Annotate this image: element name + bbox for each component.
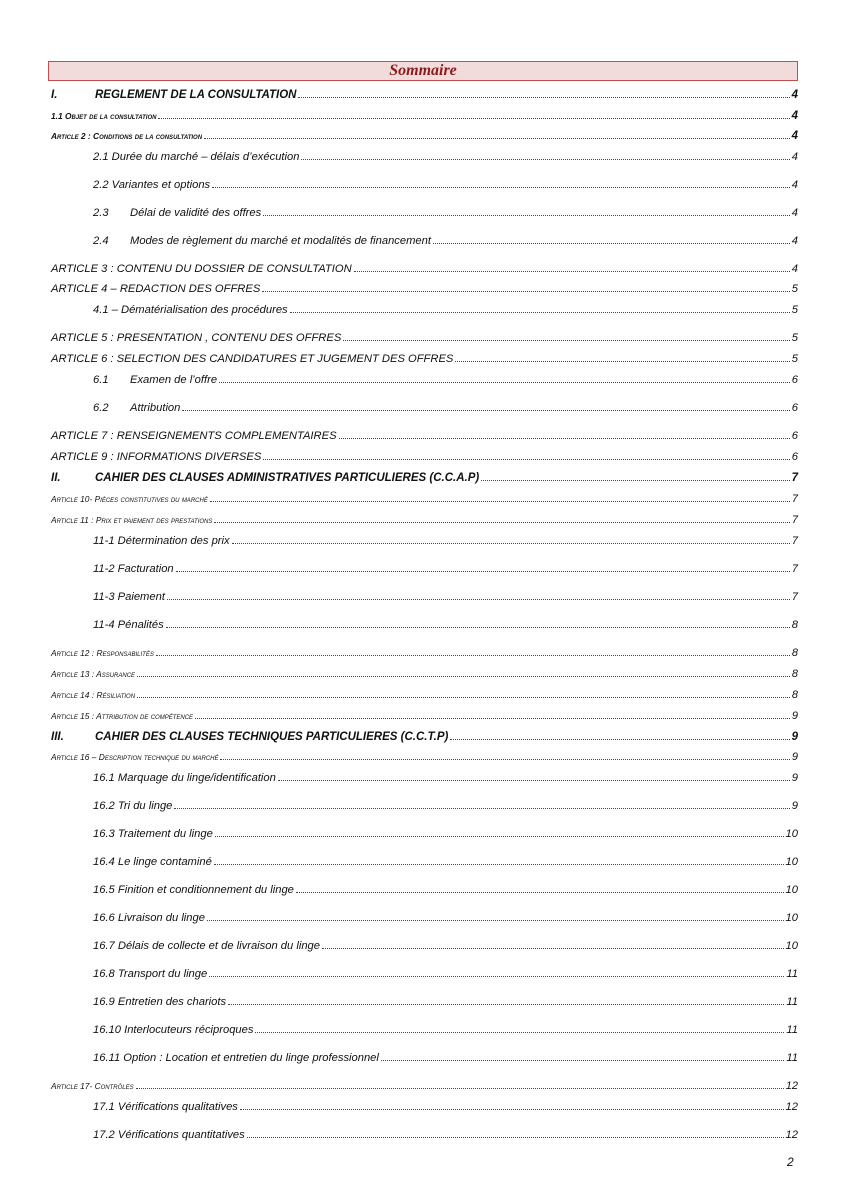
toc-dot-leader [215,836,784,837]
toc-entry-page: 6 [791,451,798,463]
toc-entry-label [93,995,226,1009]
toc-entry[interactable] [51,429,798,443]
toc-entry-text: CAHIER DES CLAUSES TECHNIQUES PARTICULIERES (C.C.T.P) [95,731,449,743]
toc-entry-label [93,911,205,925]
toc-entry-page: 11 [786,968,798,980]
toc-dot-leader [182,410,789,411]
toc-entry-page: 9 [791,772,798,784]
toc-entry-page: 8 [791,689,798,701]
toc-entry[interactable] [51,88,798,102]
toc-entry[interactable] [51,646,798,660]
toc-entry[interactable] [93,590,798,604]
toc-dot-leader [212,187,790,188]
toc-entry-page: 6 [791,374,798,386]
toc-entry-page: 11 [786,1052,798,1064]
toc-entry-text: 2.2 Variantes et options [93,179,211,191]
toc-entry-label [51,109,156,123]
toc-entry-label [51,450,261,464]
toc-entry-page: 4 [791,235,798,247]
toc-dot-leader [220,759,789,760]
toc-entry-number: III. [51,731,64,743]
toc-entry-number: 6.2 [93,402,109,414]
toc-dot-leader [262,291,789,292]
toc-entry-text: Article 15 : Attribution de compétence [51,711,194,721]
toc-entry-page: 4 [791,151,798,163]
toc-entry[interactable] [51,1079,798,1093]
toc-entry[interactable] [93,967,798,981]
toc-entry-text: 11-3 Paiement [93,591,165,603]
toc-entry-number: 2.3 [93,207,109,219]
toc-entry[interactable] [93,939,798,953]
toc-entry-page: 4 [791,89,798,101]
toc-entry[interactable] [93,618,798,632]
toc-entry-text: ARTICLE 9 : INFORMATIONS DIVERSES [51,451,262,463]
toc-dot-leader [137,676,790,677]
toc-entry[interactable] [51,450,798,464]
toc-entry[interactable] [51,331,798,345]
toc-entry-page: 9 [791,731,798,743]
page-number: 2 [787,1155,794,1169]
toc-entry-text: 16.2 Tri du linge [93,800,173,812]
toc-dot-leader [209,976,784,977]
toc-entry-label [51,262,352,276]
toc-entry-label [51,513,212,527]
toc-entry[interactable] [93,1051,798,1065]
toc-entry[interactable] [93,799,798,813]
toc-dot-leader [450,739,789,740]
toc-entry[interactable] [93,771,798,785]
toc-entry-text: Article 16 – Description technique du marché [51,752,219,762]
toc-dot-leader [210,501,790,502]
toc-entry-page: 11 [786,996,798,1008]
toc-dot-leader [339,438,790,439]
toc-entry-label [93,967,207,981]
toc-entry-label [93,234,431,248]
toc-entry-page: 10 [785,828,798,840]
toc-entry[interactable] [93,1023,798,1037]
toc-entry-page: 5 [791,283,798,295]
toc-entry-text: Attribution [130,402,181,414]
toc-entry-text: 11-2 Facturation [93,563,174,575]
toc-entry-text: 4.1 – Dématérialisation des procédures [93,304,288,316]
toc-entry[interactable] [51,129,798,143]
toc-dot-leader [322,948,784,949]
toc-entry-label [93,373,217,387]
toc-entry[interactable] [51,513,798,527]
toc-entry-label [93,178,210,192]
toc-entry-page: 7 [791,514,798,526]
toc-entry[interactable] [93,534,798,548]
toc-entry-text: Examen de l’offre [130,374,218,386]
toc-entry-label [93,855,212,869]
toc-entry[interactable] [93,1128,798,1142]
toc-entry-text: 16.7 Délais de collecte et de livraison du linge [93,940,320,952]
toc-entry-label [51,492,208,506]
toc-entry-page: 4 [791,263,798,275]
toc-entry-label [93,1023,253,1037]
toc-entry-label [93,150,299,164]
toc-entry[interactable] [93,562,798,576]
toc-entry-label [93,1128,245,1142]
toc-entry-text: Article 10- Pièces constitutives du marché [51,494,208,504]
toc-entry-page: 8 [791,647,798,659]
toc-entry-text: 16.1 Marquage du linge/identification [93,772,276,784]
toc-entry-page: 7 [791,591,798,603]
toc-entry-label [93,401,180,415]
toc-entry[interactable] [93,401,798,415]
toc-entry-page: 4 [791,207,798,219]
toc-entry[interactable] [51,492,798,506]
toc-entry[interactable] [93,178,798,192]
toc-dot-leader [247,1137,784,1138]
toc-entry[interactable] [93,911,798,925]
toc-entry-number: 6.1 [93,374,109,386]
toc-entry-label [93,618,164,632]
toc-entry-text: ARTICLE 5 : PRESENTATION , CONTENU DES OFFRES [51,332,342,344]
toc-entry-label [51,282,260,296]
toc-dot-leader [290,312,790,313]
toc-entry-text: 1.1 Objet de la consultation [51,111,157,121]
toc-entry[interactable] [93,827,798,841]
toc-entry-text: CAHIER DES CLAUSES ADMINISTRATIVES PARTICULIERES (C.C.A.P) [95,472,480,484]
toc-entry-label [51,1079,134,1093]
toc-dot-leader [174,808,789,809]
toc-entry-text: 16.9 Entretien des chariots [93,996,227,1008]
toc-entry-label [51,352,453,366]
toc-entry-text: 11-1 Détermination des prix [93,535,230,547]
toc-entry-label [51,88,296,102]
toc-dot-leader [278,780,790,781]
toc-entry-text: 11-4 Pénalités [93,619,164,631]
toc-dot-leader [228,1004,784,1005]
toc-entry[interactable] [51,262,798,276]
toc-entry-page: 4 [791,110,798,122]
toc-entry-label [93,1051,379,1065]
toc-entry-label [93,534,230,548]
toc-entry-page: 5 [791,332,798,344]
toc-dot-leader [167,599,790,600]
toc-dot-leader [263,215,790,216]
toc-entry-text: Article 2 : Conditions de la consultation [51,131,203,141]
toc-entry[interactable] [51,688,798,702]
toc-entry-label [93,827,213,841]
toc-entry[interactable] [51,730,798,744]
toc-entry-text: 16.5 Finition et conditionnement du linge [93,884,294,896]
toc-entry-label [51,129,202,143]
toc-dot-leader [263,459,789,460]
toc-entry[interactable] [93,303,798,317]
toc-entry-label [93,939,320,953]
toc-entry-label [93,883,294,897]
toc-dot-leader [481,480,789,481]
toc-entry-label [51,709,193,723]
toc-dot-leader [433,243,790,244]
toc-entry-page: 12 [785,1080,798,1092]
toc-entry-text: Article 17- Contrôles [51,1081,134,1091]
toc-entry[interactable] [51,282,798,296]
toc-entry-label [51,688,135,702]
toc-entry-page: 6 [791,430,798,442]
toc-entry-page: 6 [791,402,798,414]
toc-dot-leader [301,159,789,160]
toc-entry-label [93,590,165,604]
toc-entry-page: 7 [791,535,798,547]
toc-dot-leader [381,1060,784,1061]
toc-dot-leader [207,920,784,921]
toc-entry[interactable] [93,150,798,164]
toc-entry-page: 12 [785,1129,798,1141]
toc-entry-label [51,429,337,443]
toc-entry-number: I. [51,89,58,101]
toc-dot-leader [166,627,790,628]
toc-entry-page: 10 [785,884,798,896]
toc-entry-label [93,799,172,813]
toc-entry-text: Modes de règlement du marché et modalités de financement [130,235,431,247]
toc-entry-page: 10 [785,940,798,952]
toc-entry-page: 8 [791,668,798,680]
toc-entry[interactable] [51,352,798,366]
toc-dot-leader [455,361,789,362]
toc-dot-leader [204,138,790,139]
toc-entry-label [51,730,448,744]
toc-entry-page: 8 [791,619,798,631]
toc-dot-leader [158,118,789,119]
toc-title: Sommaire [48,61,798,81]
toc-entry-text: 2.1 Durée du marché – délais d’exécution [93,151,300,163]
toc-entry-text: 16.6 Livraison du linge [93,912,205,924]
toc-entry-page: 7 [791,563,798,575]
toc-entry-page: 10 [785,912,798,924]
toc-dot-leader [255,1032,784,1033]
toc-entry-label [93,1100,238,1114]
toc-entry-text: Délai de validité des offres [130,207,262,219]
toc-entry[interactable] [93,855,798,869]
toc-dot-leader [296,892,784,893]
toc-entry-text: Article 14 : Résiliation [51,690,136,700]
toc-entry-page: 10 [785,856,798,868]
toc-entry-text: ARTICLE 7 : RENSEIGNEMENTS COMPLEMENTAIRES [51,430,337,442]
toc-entry-text: REGLEMENT DE LA CONSULTATION [95,89,297,101]
toc-entry-text: Article 11 : Prix et paiement des prestations [51,515,213,525]
toc-entry-number: 2.4 [93,235,109,247]
toc-entry-label [51,667,135,681]
toc-entry-text: 16.3 Traitement du linge [93,828,213,840]
toc-entry[interactable] [51,750,798,764]
toc-entry-text: 16.8 Transport du linge [93,968,208,980]
toc-entry-label [93,303,288,317]
toc-entry-label [93,771,276,785]
toc-dot-leader [195,718,790,719]
toc-entry-page: 11 [786,1024,798,1036]
toc-entry-text: 17.2 Vérifications quantitatives [93,1129,245,1141]
toc-entry-text: 16.11 Option : Location et entretien du linge professionnel [93,1052,379,1064]
toc-dot-leader [214,522,789,523]
toc-entry-label [51,471,479,485]
toc-dot-leader [298,97,789,98]
toc-entry-text: Article 13 : Assurance [51,669,136,679]
toc-entry[interactable] [93,883,798,897]
toc-entry-page: 4 [791,179,798,191]
toc-dot-leader [343,340,789,341]
toc-entry[interactable] [51,109,798,123]
toc-entry[interactable] [51,471,798,485]
toc-entry-text: ARTICLE 3 : CONTENU DU DOSSIER DE CONSULTATION [51,263,352,275]
toc-dot-leader [176,571,790,572]
toc-dot-leader [240,1109,784,1110]
toc-entry-page: 5 [791,353,798,365]
toc-entry-page: 4 [791,130,798,142]
toc-entry-page: 12 [785,1101,798,1113]
toc-dot-leader [214,864,784,865]
toc-entry-label [51,646,154,660]
toc-dot-leader [354,271,790,272]
toc-entry-text: ARTICLE 6 : SELECTION DES CANDIDATURES ET JUGEMENT DES OFFRES [51,353,454,365]
toc-entry-text: ARTICLE 4 – REDACTION DES OFFRES [51,283,261,295]
toc-entry-page: 5 [791,304,798,316]
toc-entry[interactable] [93,1100,798,1114]
toc-entry[interactable] [93,206,798,220]
toc-entry-page: 7 [791,493,798,505]
toc-entry[interactable] [93,995,798,1009]
toc-entry-page: 9 [791,710,798,722]
toc-entry-text: 16.10 Interlocuteurs réciproques [93,1024,254,1036]
toc-entry[interactable] [51,709,798,723]
toc-dot-leader [136,1088,784,1089]
toc-entry-text: 17.1 Vérifications qualitatives [93,1101,238,1113]
toc-entry-label [51,331,341,345]
toc-entry[interactable] [93,234,798,248]
toc-entry[interactable] [93,373,798,387]
toc-entry-text: 16.4 Le linge contaminé [93,856,212,868]
toc-entry-number: II. [51,472,61,484]
toc-entry-label [93,206,261,220]
toc-dot-leader [232,543,790,544]
toc-dot-leader [156,655,790,656]
toc-entry-page: 9 [791,800,798,812]
toc-entry-label [51,750,218,764]
toc-entry-label [93,562,174,576]
toc-entry-text: Article 12 : Responsabilités [51,648,154,658]
toc-entry-page: 9 [791,751,798,763]
toc-entry[interactable] [51,667,798,681]
toc-dot-leader [137,697,790,698]
toc-dot-leader [219,382,790,383]
toc-entry-page: 7 [791,472,798,484]
